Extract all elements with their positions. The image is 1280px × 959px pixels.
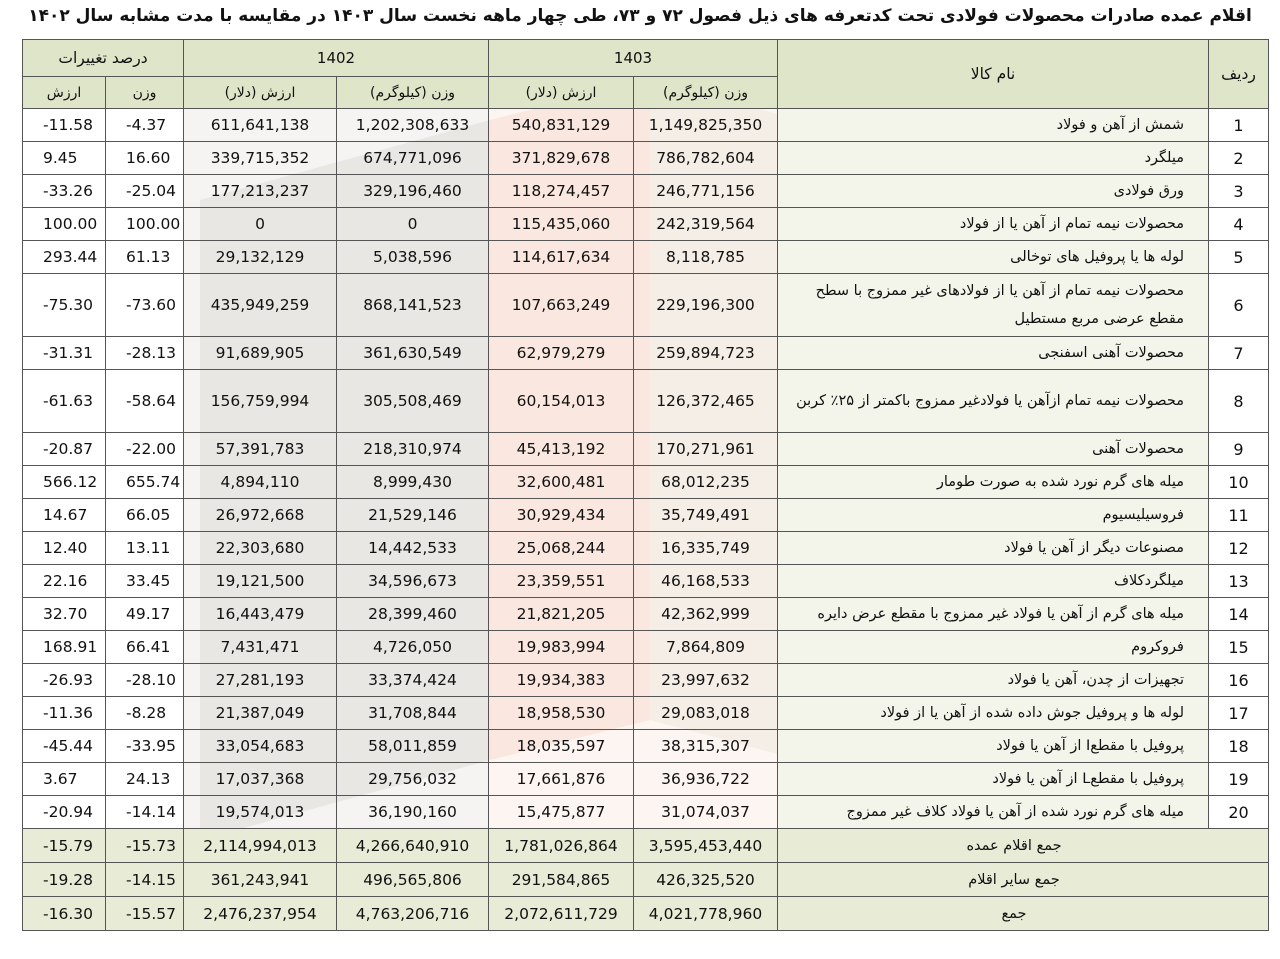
weight-1402-cell: 21,529,146 [337, 499, 489, 532]
header-1402-weight: وزن (کیلوگرم) [337, 77, 489, 109]
table-row [23, 598, 1269, 631]
change-value-cell: -61.63 [23, 370, 106, 433]
header-1403: 1403 [489, 40, 778, 77]
weight-1403-cell: 229,196,300 [634, 274, 778, 337]
row-number-cell: 20 [1209, 796, 1269, 829]
row-number-cell: 13 [1209, 565, 1269, 598]
item-name-cell: ورق فولادی [778, 175, 1209, 208]
weight-1402-cell: 674,771,096 [337, 142, 489, 175]
item-name-cell: محصولات آهنی اسفنجی [778, 337, 1209, 370]
weight-1402-cell: 361,630,549 [337, 337, 489, 370]
value-1403-cell: 21,821,205 [489, 598, 634, 631]
value-1403-cell: 114,617,634 [489, 241, 634, 274]
weight-1402-cell: 305,508,469 [337, 370, 489, 433]
item-name-cell: محصولات نیمه تمام ازآهن یا فولادغیر ممزوج باکمتر از ۲۵٪ کربن [778, 370, 1209, 433]
value-1403-cell: 23,359,551 [489, 565, 634, 598]
weight-1403-cell: 7,864,809 [634, 631, 778, 664]
row-number-cell: 16 [1209, 664, 1269, 697]
header-1402-value: ارزش (دلار) [184, 77, 337, 109]
total-change-weight-cell: -15.57 [106, 897, 184, 931]
table-row [23, 664, 1269, 697]
change-weight-cell: 49.17 [106, 598, 184, 631]
total-row [23, 829, 1269, 863]
header-row-no: ردیف [1209, 40, 1269, 109]
weight-1403-cell: 246,771,156 [634, 175, 778, 208]
weight-1403-cell: 31,074,037 [634, 796, 778, 829]
weight-1402-cell: 14,442,533 [337, 532, 489, 565]
change-weight-cell: 66.41 [106, 631, 184, 664]
weight-1403-cell: 259,894,723 [634, 337, 778, 370]
table-row [23, 796, 1269, 829]
row-number-cell: 8 [1209, 370, 1269, 433]
table-row [23, 274, 1269, 337]
row-number-cell: 15 [1209, 631, 1269, 664]
value-1402-cell: 19,121,500 [184, 565, 337, 598]
table-row [23, 730, 1269, 763]
change-weight-cell: -14.14 [106, 796, 184, 829]
value-1402-cell: 177,213,237 [184, 175, 337, 208]
row-number-cell: 9 [1209, 433, 1269, 466]
weight-1403-cell: 786,782,604 [634, 142, 778, 175]
value-1402-cell: 16,443,479 [184, 598, 337, 631]
weight-1402-cell: 34,596,673 [337, 565, 489, 598]
weight-1403-cell: 1,149,825,350 [634, 109, 778, 142]
weight-1403-cell: 38,315,307 [634, 730, 778, 763]
item-name-cell: محصولات نیمه تمام از آهن یا از فولادهای غیر ممزوج با سطح مقطع عرضی مربع مستطیل [778, 274, 1209, 337]
total-change-weight-cell: -14.15 [106, 863, 184, 897]
change-weight-cell: -22.00 [106, 433, 184, 466]
value-1402-cell: 57,391,783 [184, 433, 337, 466]
value-1402-cell: 339,715,352 [184, 142, 337, 175]
value-1403-cell: 19,934,383 [489, 664, 634, 697]
total-weight-1403-cell: 426,325,520 [634, 863, 778, 897]
header-1403-weight: وزن (کیلوگرم) [634, 77, 778, 109]
value-1403-cell: 371,829,678 [489, 142, 634, 175]
change-weight-cell: 16.60 [106, 142, 184, 175]
change-value-cell: 32.70 [23, 598, 106, 631]
item-name-cell: میله های گرم نورد شده به صورت طومار [778, 466, 1209, 499]
row-number-cell: 18 [1209, 730, 1269, 763]
change-weight-cell: -73.60 [106, 274, 184, 337]
change-value-cell: 14.67 [23, 499, 106, 532]
table-row [23, 370, 1269, 433]
table-row [23, 631, 1269, 664]
change-weight-cell: 13.11 [106, 532, 184, 565]
value-1403-cell: 19,983,994 [489, 631, 634, 664]
value-1402-cell: 435,949,259 [184, 274, 337, 337]
total-label-cell: جمع اقلام عمده [778, 829, 1269, 863]
weight-1402-cell: 4,726,050 [337, 631, 489, 664]
total-value-1402-cell: 2,114,994,013 [184, 829, 337, 863]
item-name-cell: محصولات نیمه تمام از آهن یا از فولاد [778, 208, 1209, 241]
row-number-cell: 19 [1209, 763, 1269, 796]
weight-1402-cell: 31,708,844 [337, 697, 489, 730]
table-row [23, 466, 1269, 499]
value-1402-cell: 33,054,683 [184, 730, 337, 763]
value-1403-cell: 45,413,192 [489, 433, 634, 466]
change-weight-cell: -4.37 [106, 109, 184, 142]
weight-1403-cell: 29,083,018 [634, 697, 778, 730]
total-weight-1402-cell: 4,266,640,910 [337, 829, 489, 863]
weight-1402-cell: 36,190,160 [337, 796, 489, 829]
table-row [23, 142, 1269, 175]
weight-1402-cell: 33,374,424 [337, 664, 489, 697]
page-title: اقلام عمده صادرات محصولات فولادی تحت کدتعرفه های ذیل فصول ۷۲ و ۷۳، طی چهار ماهه نخست سال ۱۴۰۳ در مقایسه با مدت مشابه سال ۱۴۰۲ [28, 6, 1252, 26]
weight-1402-cell: 28,399,460 [337, 598, 489, 631]
change-value-cell: -20.94 [23, 796, 106, 829]
table-row [23, 499, 1269, 532]
total-row [23, 863, 1269, 897]
change-weight-cell: -8.28 [106, 697, 184, 730]
weight-1402-cell: 218,310,974 [337, 433, 489, 466]
item-name-cell: پروفیل با مقطعI از آهن یا فولاد [778, 730, 1209, 763]
change-value-cell: 9.45 [23, 142, 106, 175]
total-row [23, 897, 1269, 931]
value-1402-cell: 29,132,129 [184, 241, 337, 274]
item-name-cell: محصولات آهنی [778, 433, 1209, 466]
row-number-cell: 4 [1209, 208, 1269, 241]
value-1402-cell: 156,759,994 [184, 370, 337, 433]
header-change: درصد تغییرات [23, 40, 184, 77]
value-1402-cell: 19,574,013 [184, 796, 337, 829]
row-number-cell: 12 [1209, 532, 1269, 565]
change-weight-cell: 100.00 [106, 208, 184, 241]
total-label-cell: جمع سایر اقلام [778, 863, 1269, 897]
table-row [23, 433, 1269, 466]
weight-1402-cell: 868,141,523 [337, 274, 489, 337]
total-value-1402-cell: 2,476,237,954 [184, 897, 337, 931]
weight-1403-cell: 242,319,564 [634, 208, 778, 241]
value-1403-cell: 18,958,530 [489, 697, 634, 730]
total-value-1403-cell: 291,584,865 [489, 863, 634, 897]
value-1403-cell: 15,475,877 [489, 796, 634, 829]
header-change-value: ارزش [23, 77, 106, 109]
change-value-cell: -75.30 [23, 274, 106, 337]
header-change-weight: وزن [106, 77, 184, 109]
weight-1403-cell: 42,362,999 [634, 598, 778, 631]
value-1403-cell: 18,035,597 [489, 730, 634, 763]
item-name-cell: میلگردکلاف [778, 565, 1209, 598]
change-value-cell: -31.31 [23, 337, 106, 370]
item-name-cell: فروکروم [778, 631, 1209, 664]
value-1402-cell: 21,387,049 [184, 697, 337, 730]
total-value-1403-cell: 1,781,026,864 [489, 829, 634, 863]
item-name-cell: میله های گرم نورد شده از آهن یا فولاد کلاف غیر ممزوج [778, 796, 1209, 829]
header-1402: 1402 [184, 40, 489, 77]
item-name-cell: فروسیلیسیوم [778, 499, 1209, 532]
row-number-cell: 5 [1209, 241, 1269, 274]
value-1402-cell: 27,281,193 [184, 664, 337, 697]
value-1403-cell: 30,929,434 [489, 499, 634, 532]
weight-1403-cell: 23,997,632 [634, 664, 778, 697]
table-row [23, 241, 1269, 274]
change-weight-cell: -25.04 [106, 175, 184, 208]
export-table [22, 39, 1269, 931]
change-value-cell: -33.26 [23, 175, 106, 208]
change-weight-cell: -58.64 [106, 370, 184, 433]
total-weight-1403-cell: 3,595,453,440 [634, 829, 778, 863]
table-row [23, 532, 1269, 565]
change-weight-cell: 24.13 [106, 763, 184, 796]
table-row [23, 109, 1269, 142]
change-value-cell: 22.16 [23, 565, 106, 598]
value-1402-cell: 17,037,368 [184, 763, 337, 796]
weight-1403-cell: 170,271,961 [634, 433, 778, 466]
total-value-1403-cell: 2,072,611,729 [489, 897, 634, 931]
weight-1403-cell: 68,012,235 [634, 466, 778, 499]
change-weight-cell: 61.13 [106, 241, 184, 274]
total-change-value-cell: -19.28 [23, 863, 106, 897]
row-number-cell: 1 [1209, 109, 1269, 142]
total-weight-1402-cell: 4,763,206,716 [337, 897, 489, 931]
change-weight-cell: -28.13 [106, 337, 184, 370]
change-weight-cell: -28.10 [106, 664, 184, 697]
row-number-cell: 17 [1209, 697, 1269, 730]
total-weight-1403-cell: 4,021,778,960 [634, 897, 778, 931]
value-1403-cell: 118,274,457 [489, 175, 634, 208]
item-name-cell: مصنوعات دیگر از آهن یا فولاد [778, 532, 1209, 565]
value-1403-cell: 62,979,279 [489, 337, 634, 370]
change-weight-cell: 33.45 [106, 565, 184, 598]
table-row [23, 337, 1269, 370]
change-value-cell: -26.93 [23, 664, 106, 697]
table-row [23, 697, 1269, 730]
weight-1402-cell: 58,011,859 [337, 730, 489, 763]
weight-1403-cell: 8,118,785 [634, 241, 778, 274]
value-1402-cell: 0 [184, 208, 337, 241]
item-name-cell: پروفیل با مقطعL از آهن یا فولاد [778, 763, 1209, 796]
value-1403-cell: 32,600,481 [489, 466, 634, 499]
weight-1402-cell: 1,202,308,633 [337, 109, 489, 142]
weight-1403-cell: 16,335,749 [634, 532, 778, 565]
value-1402-cell: 4,894,110 [184, 466, 337, 499]
value-1402-cell: 91,689,905 [184, 337, 337, 370]
weight-1402-cell: 29,756,032 [337, 763, 489, 796]
total-label-cell: جمع [778, 897, 1269, 931]
value-1402-cell: 26,972,668 [184, 499, 337, 532]
value-1403-cell: 25,068,244 [489, 532, 634, 565]
row-number-cell: 10 [1209, 466, 1269, 499]
change-weight-cell: 655.74 [106, 466, 184, 499]
total-weight-1402-cell: 496,565,806 [337, 863, 489, 897]
weight-1402-cell: 8,999,430 [337, 466, 489, 499]
weight-1403-cell: 36,936,722 [634, 763, 778, 796]
header-name: نام کالا [778, 40, 1209, 109]
weight-1402-cell: 329,196,460 [337, 175, 489, 208]
change-value-cell: -11.36 [23, 697, 106, 730]
row-number-cell: 7 [1209, 337, 1269, 370]
item-name-cell: شمش از آهن و فولاد [778, 109, 1209, 142]
weight-1402-cell: 5,038,596 [337, 241, 489, 274]
change-value-cell: 293.44 [23, 241, 106, 274]
table-row [23, 763, 1269, 796]
row-number-cell: 11 [1209, 499, 1269, 532]
total-change-value-cell: -16.30 [23, 897, 106, 931]
table-row [23, 175, 1269, 208]
value-1403-cell: 107,663,249 [489, 274, 634, 337]
value-1403-cell: 540,831,129 [489, 109, 634, 142]
value-1403-cell: 60,154,013 [489, 370, 634, 433]
item-name-cell: لوله ها و پروفیل جوش داده شده از آهن یا از فولاد [778, 697, 1209, 730]
item-name-cell: تجهیزات از چدن، آهن یا فولاد [778, 664, 1209, 697]
change-value-cell: 168.91 [23, 631, 106, 664]
total-change-value-cell: -15.79 [23, 829, 106, 863]
table-row [23, 208, 1269, 241]
value-1402-cell: 22,303,680 [184, 532, 337, 565]
change-weight-cell: 66.05 [106, 499, 184, 532]
value-1403-cell: 17,661,876 [489, 763, 634, 796]
weight-1403-cell: 126,372,465 [634, 370, 778, 433]
change-value-cell: -20.87 [23, 433, 106, 466]
item-name-cell: میله های گرم از آهن یا فولاد غیر ممزوج با مقطع عرض دایره [778, 598, 1209, 631]
row-number-cell: 14 [1209, 598, 1269, 631]
value-1403-cell: 115,435,060 [489, 208, 634, 241]
change-value-cell: -11.58 [23, 109, 106, 142]
row-number-cell: 3 [1209, 175, 1269, 208]
value-1402-cell: 611,641,138 [184, 109, 337, 142]
change-weight-cell: -33.95 [106, 730, 184, 763]
header-1403-value: ارزش (دلار) [489, 77, 634, 109]
row-number-cell: 6 [1209, 274, 1269, 337]
weight-1402-cell: 0 [337, 208, 489, 241]
row-number-cell: 2 [1209, 142, 1269, 175]
table-row [23, 565, 1269, 598]
weight-1403-cell: 35,749,491 [634, 499, 778, 532]
change-value-cell: 566.12 [23, 466, 106, 499]
change-value-cell: 12.40 [23, 532, 106, 565]
item-name-cell: لوله ها یا پروفیل های توخالی [778, 241, 1209, 274]
item-name-cell: میلگرد [778, 142, 1209, 175]
change-value-cell: 100.00 [23, 208, 106, 241]
change-value-cell: -45.44 [23, 730, 106, 763]
value-1402-cell: 7,431,471 [184, 631, 337, 664]
total-change-weight-cell: -15.73 [106, 829, 184, 863]
weight-1403-cell: 46,168,533 [634, 565, 778, 598]
total-value-1402-cell: 361,243,941 [184, 863, 337, 897]
change-value-cell: 3.67 [23, 763, 106, 796]
